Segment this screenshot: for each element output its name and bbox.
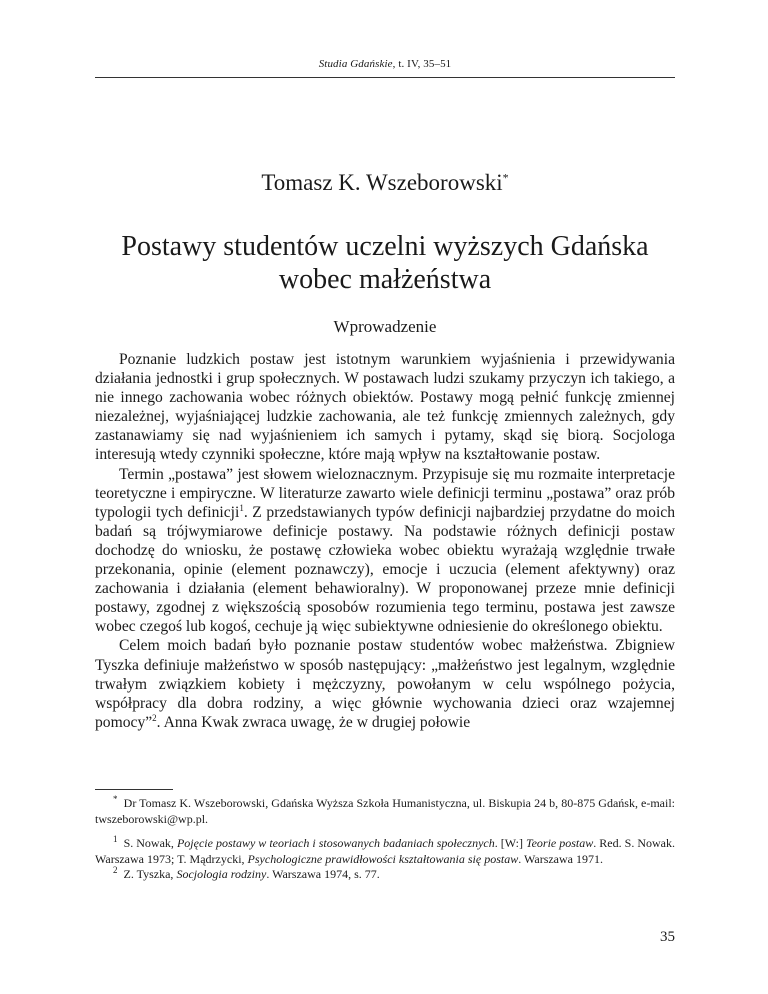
footnote-2-title: Socjologia rodziny [176,867,267,882]
footnote-ref-2[interactable]: 2 [152,712,157,723]
footnote-1-title-1: Pojęcie postawy w teoriach i stosowanych badaniach społecznych [176,836,495,851]
paragraph-3 [95,636,675,731]
paragraph-2-text-a: Termin „postawa” jest słowem wieloznacznym. Przypisuje się mu rozmaite interpretacje teoretyczne i empiryczne. W literaturze zawarto wiele definicji terminu „postawa” oraz prób typologii tych definicji [95,465,675,521]
footnotes [95,796,675,883]
footnote-2 [95,867,675,883]
paragraph-2-text-b: . Z przedstawianych typów definicji najbardziej przydatne do moich badań są trójwymiarowe definicje postawy. Na podstawie różnych definicji postaw dochodzę do wniosku, że postawę człowieka wobec obiektu wyrażają względnie trwałe przekonania, opinie (element poznawczy), emocje i uczucia (element afektywny) oraz zachowania i działania (element behawioralny). W proponowanej przeze mnie definicji postawy, zgodnej z większością sposobów rozumienia tego terminu, postawa jest zawsze wobec czegoś lub kogoś, cechuje ją więc subiektywne odniesienie do określonego obiektu. [95,503,675,636]
paragraph-1: Poznanie ludzkich postaw jest istotnym warunkiem wyjaśnienia i przewidywania działania jednostki i grup społecznych. W postawach ludzi szukamy przyczyn ich takiego, a nie innego zachowania wobec różnych obiektów. Postawy mogą pełnić funkcję zmiennej niezależnej, wyjaśniającej ludzkie zachowania, ale też funkcję zmiennych zależnych, gdy zastanawiamy się nad wyjaśnieniem ich samych i pytamy, skąd się biorą. Socjologa interesują wtedy czynniki społeczne, które mają wpływ na kształtowanie postaw. [95,351,675,464]
footnote-2-text-a: Z. Tyszka, [123,867,177,882]
header-rule [95,77,675,78]
document-page [95,0,675,994]
paragraph-2 [95,465,675,637]
journal-volume-pages: , t. IV, 35–51 [392,58,452,70]
author-footnote-marker[interactable]: * [502,170,509,185]
author-line [95,170,675,196]
footnote-1-text-c: . Red. S. Nowak. Warszawa 1973; T. Mądrzycki, [95,836,675,866]
paragraph-3-text-b: . Anna Kwak zwraca uwagę, że w drugiej połowie [156,713,471,731]
footnote-author-marker: * [113,794,118,804]
author-name: Tomasz K. Wszeborowski [261,170,503,195]
running-head [95,58,675,70]
footnote-rule [95,789,173,790]
footnote-1-text-d: . Warszawa 1971. [518,851,604,866]
footnote-2-number: 2 [113,865,118,876]
footnote-author [95,796,675,827]
footnote-1-title-2: Teorie postaw [526,836,594,851]
footnote-1 [95,836,675,867]
footnote-author-text: Dr Tomasz K. Wszeborowski, Gdańska Wyższa Szkoła Humanistyczna, ul. Biskupia 24 b, 80-875 Gdańsk, e-mail: twszeborowski@wp.pl. [95,796,675,826]
footnote-2-text-b: . Warszawa 1974, s. 77. [266,867,380,882]
body-text [95,350,675,732]
footnote-1-title-3: Psychologiczne prawidłowości kształtowania się postaw [247,851,519,866]
footnote-1-number: 1 [113,834,118,845]
page-number: 35 [660,929,675,945]
article-title [95,230,675,296]
footnote-1-text-b: . [W:] [494,836,526,851]
footnote-1-text-a: S. Nowak, [123,836,177,851]
article-title-line-1: Postawy studentów uczelni wyższych Gdańska [121,231,649,262]
journal-title: Studia Gdańskie [318,58,393,70]
article-title-line-2: wobec małżeństwa [278,264,492,295]
section-heading: Wprowadzenie [333,317,437,336]
paragraph-3-text-a: Celem moich badań było poznanie postaw studentów wobec małżeństwa. Zbigniew Tyszka definiuje małżeństwo w sposób następujący: „małżeństwo jest legalnym, względnie trwałym związkiem kobiety i mężczyzny, powołanym w celu wspólnego pożycia, współpracy dla dobra rodziny, a więc głównie wychowania dzieci oraz wzajemnej pomocy” [95,637,675,731]
footnote-ref-1[interactable]: 1 [239,502,244,513]
